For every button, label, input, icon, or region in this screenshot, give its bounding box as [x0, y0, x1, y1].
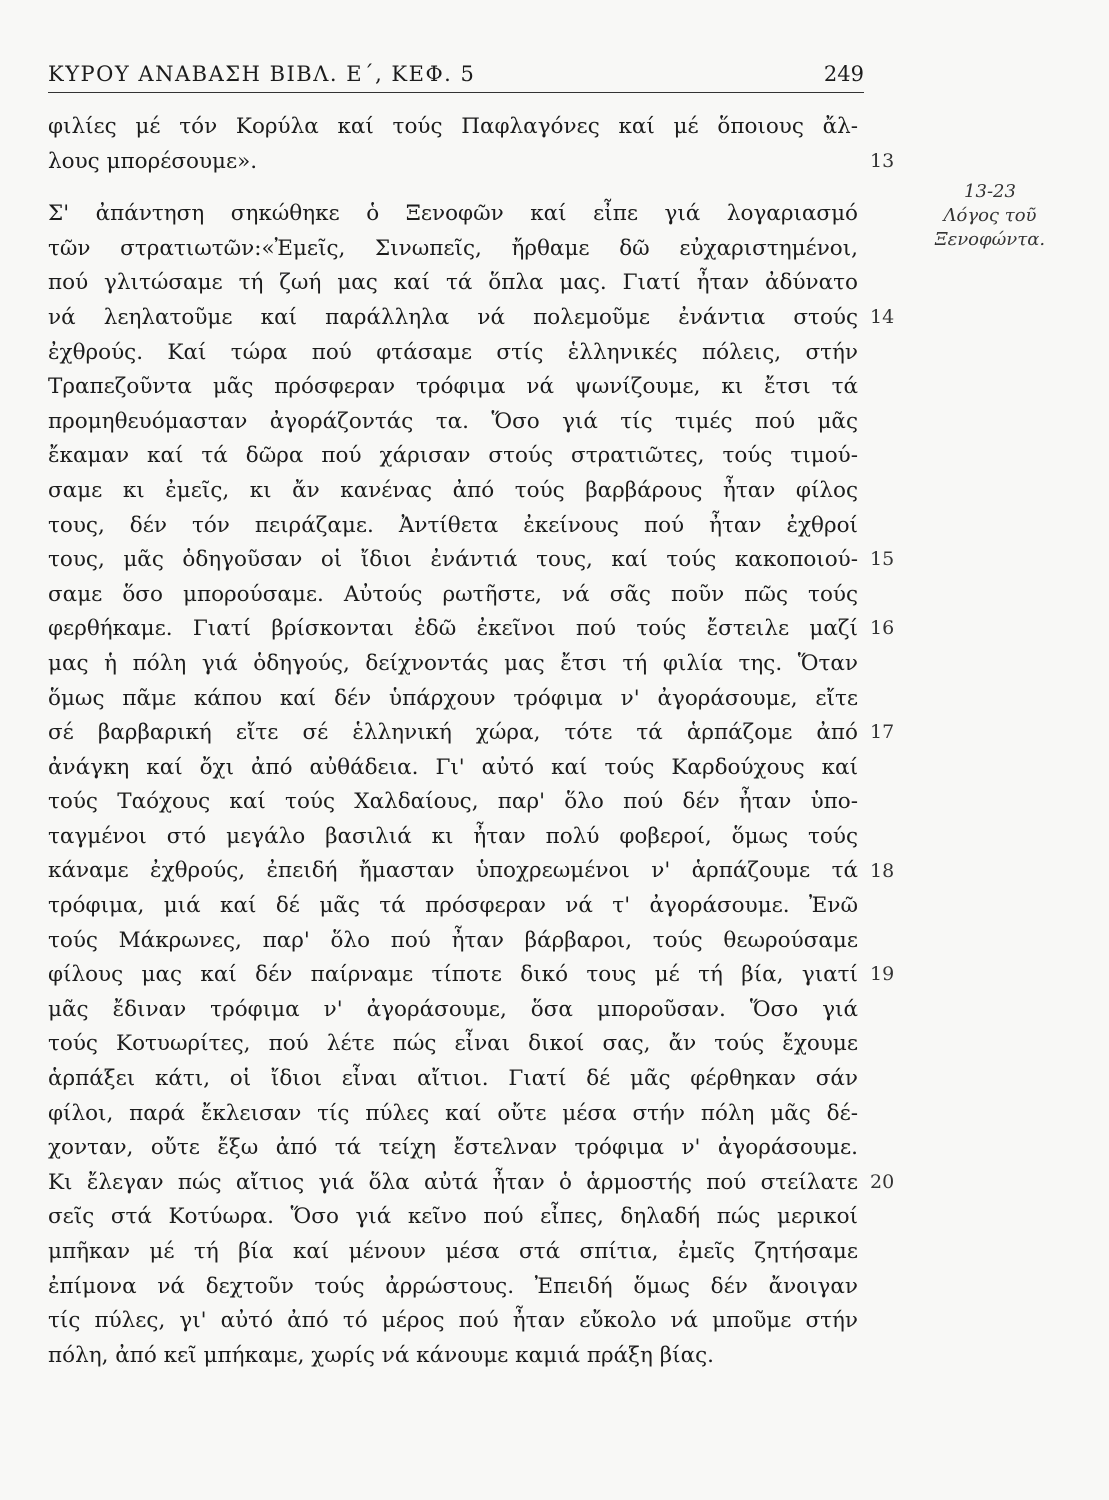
section-number: 20 [870, 1171, 895, 1193]
text-line: χονταν, οὔτε ἔξω ἀπό τά τείχη ἔστελναν τρόφιμα ν' ἀγοράσουμε. [48, 1135, 858, 1161]
text-line: φιλίες μέ τόν Κορύλα καί τούς Παφλαγόνες καί μέ ὅποιους ἄλ- [48, 114, 858, 139]
text-line: ἐχθρούς. Καί τώρα πού φτάσαμε στίς ἑλληνικές πόλεις, στήν [48, 339, 858, 365]
text-line: σαμε ὅσο μπορούσαμε. Αὐτούς ρωτῆστε, νά σᾶς ποῦν πῶς τούς [48, 581, 858, 607]
text-line: ταγμένοι στό μεγάλο βασιλιά κι ἦταν πολύ φοβεροί, ὅμως τούς [48, 823, 858, 849]
side-note-title-line: Λόγος τοῦ [943, 205, 1037, 226]
section-number: 13 [870, 149, 895, 172]
text-line: Σ' ἀπάντηση σηκώθηκε ὁ Ξενοφῶν καί εἶπε γιά λογαριασμό [48, 201, 858, 227]
running-head: ΚΥΡΟΥ ΑΝΑΒΑΣΗ ΒΙΒΛ. Ε΄, ΚΕΦ. 5 [48, 62, 476, 86]
body-text [48, 110, 858, 1373]
text-line: σέ βαρβαρική εἴτε σέ ἑλληνική χώρα, τότε τά ἁρπάζομε ἀπό [48, 720, 858, 746]
section-number: 15 [870, 548, 895, 571]
text-line: ἐπίμονα νά δεχτοῦν τούς ἀρρώστους. Ἐπειδή ὅμως δέν ἄνοιγαν [48, 1273, 858, 1299]
text-line: πού γλιτώσαμε τή ζωή μας καί τά ὅπλα μας. Γιατί ἦταν ἀδύνατο [48, 270, 858, 296]
text-line: προμηθευόμασταν ἀγοράζοντάς τα. Ὅσο γιά τίς τιμές πού μᾶς [48, 408, 858, 434]
page-header [48, 56, 864, 93]
text-line: νά λεηλατοῦμε καί παράλληλα νά πολεμοῦμε ἐνάντια στούς [48, 304, 858, 330]
side-note-range: 13-23 [964, 181, 1016, 202]
text-line: τούς Μάκρωνες, παρ' ὅλο πού ἦταν βάρβαροι, τούς θεωρούσαμε [48, 927, 858, 953]
text-line: τους, δέν τόν πειράζαμε. Ἀντίθετα ἐκείνους πού ἦταν ἐχθροί [48, 512, 858, 538]
text-line: τίς πύλες, γι' αὐτό ἀπό τό μέρος πού ἦταν εὔκολο νά μποῦμε στήν [48, 1308, 858, 1334]
section-number: 19 [870, 963, 895, 986]
text-line: φερθήκαμε. Γιατί βρίσκονται ἐδῶ ἐκεῖνοι πού τούς ἔστειλε μαζί [48, 616, 858, 642]
side-note-title-line: Ξενοφώντα. [934, 229, 1046, 250]
text-line: ἀνάγκη καί ὄχι ἀπό αὐθάδεια. Γι' αὐτό καί τούς Καρδούχους καί [48, 754, 858, 780]
text-line: τούς Κοτυωρίτες, πού λέτε πώς εἶναι δικοί σας, ἄν τούς ἔχουμε [48, 1031, 858, 1057]
text-line: τούς Ταόχους καί τούς Χαλδαίους, παρ' ὅλο πού δέν ἦταν ὑπο- [48, 789, 858, 815]
text-line: Τραπεζοῦντα μᾶς πρόσφεραν τρόφιμα νά ψωνίζουμε, κι ἔτσι τά [48, 374, 858, 400]
text-line: λους μπορέσουμε». [48, 148, 258, 174]
text-line: μας ἡ πόλη γιά ὁδηγούς, δείχνοντάς μας ἔτσι τή φιλία της. Ὅταν [48, 650, 858, 676]
text-line: πόλη, ἀπό κεῖ μπήκαμε, χωρίς νά κάνουμε καμιά πράξη βίας. [48, 1342, 714, 1368]
text-line: σεῖς στά Κοτύωρα. Ὅσο γιά κεῖνο πού εἶπες, δηλαδή πώς μερικοί [48, 1204, 858, 1230]
text-line: Κι ἔλεγαν πώς αἴτιος γιά ὅλα αὐτά ἦταν ὁ ἁρμοστής πού στείλατε [48, 1169, 858, 1195]
text-line: μπῆκαν μέ τή βία καί μένουν μέσα στά σπίτια, ἐμεῖς ζητήσαμε [48, 1239, 858, 1264]
text-line: ὅμως πᾶμε κάπου καί δέν ὑπάρχουν τρόφιμα ν' ἀγοράσουμε, εἴτε [48, 685, 858, 711]
text-line: κάναμε ἐχθρούς, ἐπειδή ἤμασταν ὑποχρεωμένοι ν' ἁρπάζουμε τά [48, 858, 858, 884]
text-line: φίλοι, παρά ἔκλεισαν τίς πύλες καί οὔτε μέσα στήν πόλη μᾶς δέ- [48, 1100, 858, 1126]
section-number: 14 [870, 306, 895, 328]
text-line: ἔκαμαν καί τά δῶρα πού χάρισαν στούς στρατιῶτες, τούς τιμού- [48, 443, 858, 469]
text-line: τους, μᾶς ὁδηγοῦσαν οἱ ἴδιοι ἐνάντιά τους, καί τούς κακοποιού- [48, 547, 858, 573]
text-line: φίλους μας καί δέν παίρναμε τίποτε δικό τους μέ τή βία, γιατί [48, 962, 858, 988]
text-line: μᾶς ἔδιναν τρόφιμα ν' ἀγοράσουμε, ὅσα μποροῦσαν. Ὅσο γιά [48, 996, 858, 1022]
page-number: 249 [823, 62, 864, 86]
text-line: σαμε κι ἐμεῖς, κι ἄν κανένας ἀπό τούς βαρβάρους ἦταν φίλος [48, 477, 858, 503]
text-line: τῶν στρατιωτῶν:«Ἐμεῖς, Σινωπεῖς, ἤρθαμε δῶ εὐχαριστημένοι, [48, 235, 858, 261]
side-note [915, 180, 1065, 252]
text-line: ἁρπάξει κάτι, οἱ ἴδιοι εἶναι αἴτιοι. Γιατί δέ μᾶς φέρθηκαν σάν [48, 1066, 858, 1092]
section-number: 17 [870, 721, 895, 744]
text-line: τρόφιμα, μιά καί δέ μᾶς τά πρόσφεραν νά τ' ἀγοράσουμε. Ἐνῶ [48, 893, 858, 919]
section-number: 16 [870, 617, 895, 640]
section-number: 18 [870, 859, 895, 882]
